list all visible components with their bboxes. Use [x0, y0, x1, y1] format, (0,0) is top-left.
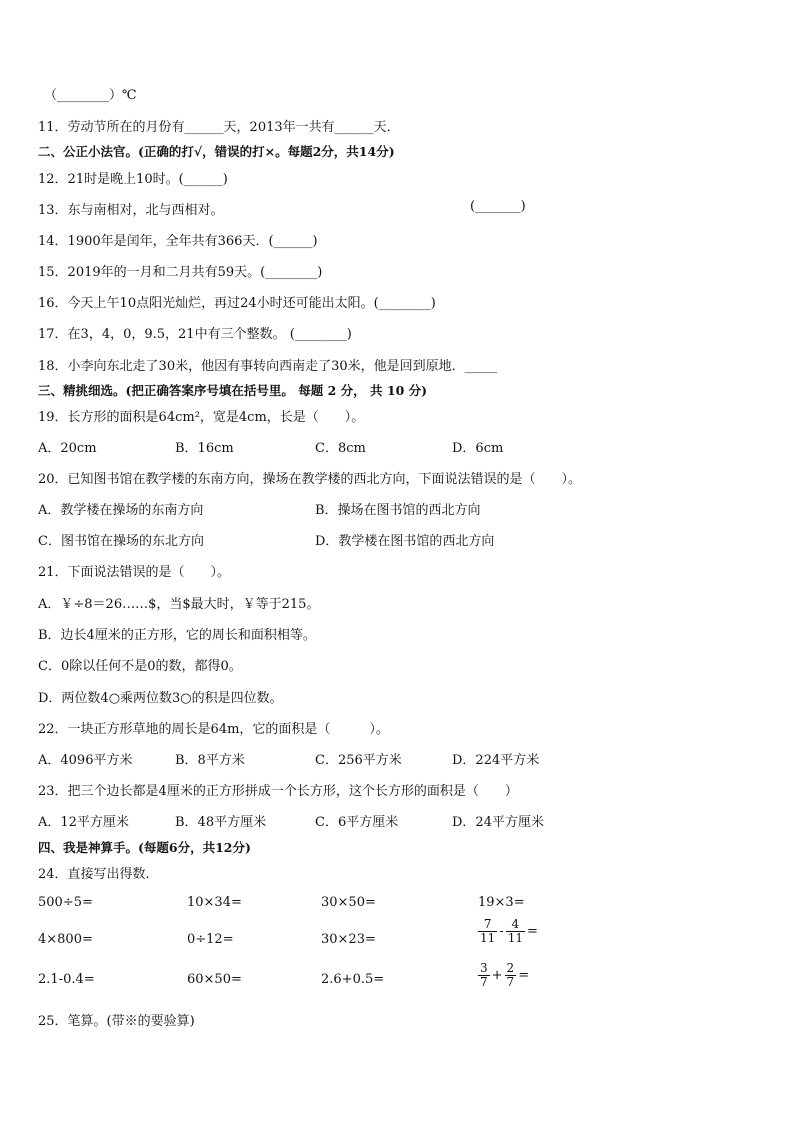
- q22-option-b: B．8平方米: [175, 753, 245, 768]
- calc-item: 60×50=: [187, 972, 242, 987]
- question-14: 14．1900年是闰年，全年共有366天．(______): [38, 234, 318, 249]
- q20-option-a: A．教学楼在操场的东南方向: [38, 503, 204, 518]
- q21-option-a: A．￥÷8＝26……$，当$最大时，￥等于215。: [38, 597, 320, 612]
- calc-item: 2.1-0.4=: [38, 972, 95, 987]
- operator: +: [491, 967, 503, 983]
- question-18: 18．小李向东北走了30米，他因有事转向西南走了30米，他是回到原地．_____: [38, 359, 498, 374]
- calc-item: 2.6+0.5=: [321, 972, 385, 987]
- q19-option-b: B．16cm: [175, 441, 234, 456]
- numerator: 4: [506, 918, 525, 932]
- fraction: [478, 962, 490, 988]
- denominator: 7: [480, 974, 488, 989]
- q23-option-a: A．12平方厘米: [38, 815, 129, 830]
- section-3-heading: 三、精挑细选。(把正确答案序号填在括号里。 每题 2 分， 共 10 分): [38, 383, 428, 398]
- question-22: 22．一块正方形草地的周长是64m，它的面积是（ ）。: [38, 722, 389, 737]
- question-15: 15．2019年的一月和二月共有59天。(________): [38, 265, 323, 280]
- q19-option-d: D．6cm: [452, 441, 504, 456]
- q19-option-c: C．8cm: [315, 441, 366, 456]
- fraction: [506, 918, 525, 944]
- equals-sign: =: [518, 967, 530, 983]
- calc-item: 500÷5=: [38, 895, 93, 910]
- operator: -: [499, 923, 504, 939]
- question-24: 24．直接写出得数.: [38, 867, 150, 882]
- question-19: 19．长方形的面积是64cm²，宽是4cm，长是（ ）。: [38, 410, 365, 425]
- q22-option-c: C．256平方米: [315, 753, 402, 768]
- q22-option-a: A．4096平方米: [38, 753, 133, 768]
- temperature-blank: （________）℃: [44, 88, 137, 103]
- q21-option-b: B．边长4厘米的正方形，它的周长和面积相等。: [38, 628, 316, 643]
- question-11: 11．劳动节所在的月份有______天，2013年一共有______天．: [38, 120, 400, 135]
- denominator: 7: [506, 974, 515, 989]
- q23-option-b: B．48平方厘米: [175, 815, 267, 830]
- q21-option-d: D．两位数4○乘两位数3○的积是四位数。: [38, 691, 283, 706]
- q23-option-d: D．24平方厘米: [452, 815, 544, 830]
- q20-option-b: B．操场在图书馆的西北方向: [315, 503, 481, 518]
- denominator: 11: [480, 930, 496, 945]
- q21-option-c: C．0除以任何不是0的数，都得0。: [38, 659, 242, 674]
- numerator: 7: [478, 918, 497, 932]
- question-13: 13．东与南相对，北与西相对。: [38, 203, 224, 218]
- question-17: 17．在3，4，0，9.5，21中有三个整数。 (________): [38, 327, 352, 342]
- q22-option-d: D．224平方米: [452, 753, 540, 768]
- q20-option-d: D．教学楼在图书馆的西北方向: [315, 534, 495, 549]
- fraction: [478, 918, 497, 944]
- question-13-blank: (_______): [470, 199, 526, 214]
- q19-option-a: A．20cm: [38, 441, 97, 456]
- question-23: 23．把三个边长都是4厘米的正方形拼成一个长方形，这个长方形的面积是（ ）: [38, 784, 518, 799]
- calc-item: 10×34=: [187, 895, 242, 910]
- equals-sign: =: [526, 923, 538, 939]
- section-2-heading: 二、公正小法官。(正确的打√，错误的打×。每题2分，共14分): [38, 144, 395, 159]
- denominator: 11: [507, 930, 523, 945]
- question-12: 12．21时是晚上10时。(______): [38, 172, 228, 187]
- fraction: [505, 962, 517, 988]
- numerator: 2: [506, 961, 515, 975]
- calc-item: 19×3=: [478, 895, 525, 910]
- fraction-expression: [478, 962, 529, 988]
- q20-option-c: C．图书馆在操场的东北方向: [38, 534, 204, 549]
- calc-item: 30×23=: [321, 932, 376, 947]
- question-16: 16．今天上午10点阳光灿烂，再过24小时还可能出太阳。(________): [38, 296, 436, 311]
- question-25: 25．笔算。(带※的要验算): [38, 1014, 195, 1029]
- numerator: 3: [480, 961, 488, 975]
- q23-option-c: C．6平方厘米: [315, 815, 399, 830]
- question-20: 20．已知图书馆在教学楼的东南方向，操场在教学楼的西北方向，下面说法错误的是（ ）。: [38, 472, 582, 487]
- calc-item: 30×50=: [321, 895, 376, 910]
- fraction-expression: [478, 918, 538, 944]
- calc-item: 4×800=: [38, 932, 93, 947]
- section-4-heading: 四、我是神算手。(每题6分，共12分): [38, 840, 251, 855]
- calc-item: 0÷12=: [187, 932, 234, 947]
- question-21: 21．下面说法错误的是（ ）。: [38, 565, 231, 580]
